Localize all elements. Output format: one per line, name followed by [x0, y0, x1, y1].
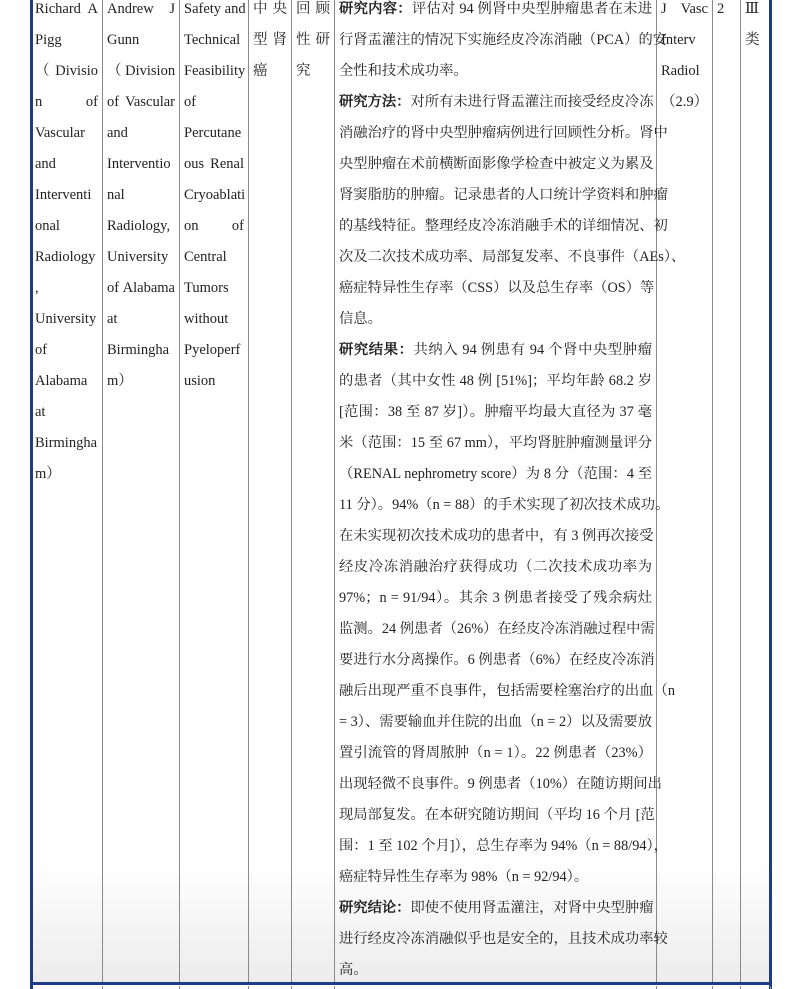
- cell-text-line: Gunn: [107, 32, 140, 48]
- abstract-text: 在未实现初次技术成功的患者中，有 3 例再次接受: [339, 528, 654, 544]
- cell-grade: [741, 0, 771, 983]
- abstract-line: [339, 211, 668, 242]
- cell-text-line: （ Division: [107, 63, 176, 79]
- abstract-line: [339, 645, 655, 676]
- cell-journal: [657, 0, 713, 983]
- abstract-text: 融后出现严重不良事件，包括需要栓塞治疗的出血（n: [339, 683, 675, 699]
- cell-text-line: 类: [745, 32, 760, 48]
- abstract-text: 消融治疗的肾中央型肿瘤病例进行回顾性分析。肾中: [339, 125, 668, 141]
- cell-text-line: of Vascular: [107, 94, 175, 110]
- cell-text-line: Birmingha: [107, 342, 170, 358]
- abstract-text: [范围：38 至 87 岁]）。肿瘤平均最大直径为 37 毫: [339, 404, 652, 420]
- abstract-line: [339, 0, 652, 25]
- cell-text-line: 回顾: [296, 1, 330, 17]
- abstract-line: [339, 676, 675, 707]
- cell-text-line: Interventio: [107, 156, 171, 172]
- table-left-border: [30, 0, 33, 989]
- cell-corresponding-author: [103, 0, 180, 983]
- abstract-text: 高。: [339, 962, 368, 978]
- abstract-line: [339, 583, 652, 614]
- cell-text-line: at: [35, 404, 46, 420]
- cell-text-line: Cryoablati: [184, 187, 246, 203]
- abstract-line: [339, 149, 652, 180]
- abstract-line: [339, 180, 668, 211]
- cell-text-line: Pigg: [35, 32, 62, 48]
- cell-text-line: Interventi: [35, 187, 92, 203]
- cell-text-line: without: [184, 311, 229, 327]
- cell-text-line: （2.9）: [661, 94, 709, 110]
- cell-text-line: and: [35, 156, 56, 172]
- cell-text-line: 中央: [253, 1, 287, 17]
- abstract-text: 要进行水分离操作。6 例患者（6%）在经皮冷冻消: [339, 652, 655, 668]
- abstract-line: [339, 490, 670, 521]
- cell-text-line: Birmingha: [35, 435, 98, 451]
- cell-text-line: Central: [184, 249, 227, 265]
- cell-title: [180, 0, 249, 983]
- cell-text-line: of: [35, 342, 48, 358]
- table-right-border: [769, 0, 772, 989]
- cell-text-line: Tumors: [184, 280, 229, 296]
- cell-text-line: nal: [107, 187, 125, 203]
- abstract-text: 评估对 94 例肾中央型肿瘤患者在未进: [411, 1, 652, 17]
- abstract-text: 置引流管的肾周脓肿（n = 1）。22 例患者（23%）: [339, 745, 652, 761]
- cell-text-line: usion: [184, 373, 216, 389]
- cell-text-line: Radiology: [35, 249, 96, 265]
- cell-text-line: 究: [296, 63, 311, 79]
- cell-text-line: 2: [717, 1, 725, 17]
- abstract-text: 全性和技术成功率。: [339, 63, 468, 79]
- abstract-line: [339, 25, 668, 56]
- abstract-line: [339, 521, 652, 552]
- cell-text-line: Ⅲ: [745, 1, 759, 17]
- abstract-line: [339, 769, 662, 800]
- cell-text-line: m）: [107, 373, 133, 389]
- abstract-text: 米（范围：15 至 67 mm），平均肾脏肿瘤测量评分: [339, 435, 652, 451]
- abstract-line: [339, 242, 686, 273]
- abstract-text: 即使不使用肾盂灌注，对肾中央型肿瘤: [410, 900, 654, 916]
- abstract-text: （RENAL nephrometry score）为 8 分（范围：4 至: [339, 466, 652, 482]
- abstract-text: 行肾盂灌注的情况下实施经皮冷冻消融（PCA）的安: [339, 32, 668, 48]
- cell-text-line: at: [107, 311, 118, 327]
- abstract-line: [339, 366, 652, 397]
- abstract-line: [339, 428, 652, 459]
- abstract-text: 进行经皮冷冻消融似乎也是安全的，且技术成功率较: [339, 931, 668, 947]
- abstract-line: [339, 56, 652, 87]
- cell-text-line: University: [107, 249, 169, 265]
- abstract-line: [339, 614, 655, 645]
- cell-text-line: ous Renal: [184, 156, 244, 172]
- abstract-line: [339, 273, 655, 304]
- abstract-section-label: 研究内容：: [339, 1, 412, 17]
- abstract-text: 出现轻微不良事件。9 例患者（10%）在随访期间出: [339, 776, 662, 792]
- abstract-text: 围：1 至 102 个月]），总生存率为 94%（n = 88/94），: [339, 838, 668, 854]
- cell-text-line: Radiology,: [107, 218, 171, 234]
- cell-text-line: Pyeloperf: [184, 342, 241, 358]
- abstract-line: [339, 397, 652, 428]
- cell-text-line: m）: [35, 466, 61, 482]
- abstract-text: 11 分）。94%（n = 88）的手术实现了初次技术成功。: [339, 497, 670, 513]
- cell-text-line: Radiol: [661, 63, 700, 79]
- cell-text-line: on of: [184, 218, 244, 234]
- abstract-text: 次及二次技术成功率、局部复发率、不良事件（AEs）、: [339, 249, 686, 265]
- abstract-text: 的患者（其中女性 48 例 [51%]；平均年龄 68.2 岁: [339, 373, 652, 389]
- abstract-line: [339, 924, 668, 955]
- abstract-line: [339, 459, 652, 490]
- abstract-text: = 3）、需要输血并住院的出血（n = 2）以及需要放: [339, 714, 652, 730]
- cell-text-line: Andrew J: [107, 1, 175, 17]
- abstract-line: [339, 118, 668, 149]
- cell-text-line: Percutane: [184, 125, 242, 141]
- cell-text-line: Feasibility: [184, 63, 246, 79]
- row-bottom-border: [30, 982, 772, 985]
- cell-disease: [249, 0, 292, 983]
- cell-first-author: [31, 0, 103, 983]
- abstract-section-label: 研究方法：: [339, 94, 411, 110]
- abstract-text: 癌症特异性生存率为 98%（n = 92/94）。: [339, 869, 589, 885]
- cell-text-line: 型肾: [253, 32, 287, 48]
- abstract-text: 共纳入 94 例患有 94 个肾中央型肿瘤: [413, 342, 653, 358]
- cell-text-line: Safety and: [184, 1, 246, 17]
- cell-text-line: Richard A: [35, 1, 98, 17]
- cell-text-line: Interv: [661, 32, 696, 48]
- abstract-section-label: 研究结果：: [339, 342, 414, 358]
- abstract-text: 97%；n = 91/94）。其余 3 例患者接受了残余病灶: [339, 590, 652, 606]
- abstract-text: 现局部复发。在本研究随访期间（平均 16 个月 [范: [339, 807, 655, 823]
- cell-text-line: （ Divisio: [35, 63, 98, 79]
- cell-text-line: 性研: [296, 32, 330, 48]
- abstract-line: [339, 800, 655, 831]
- abstract-text: 的基线特征。整理经皮冷冻消融手术的详细情况、初: [339, 218, 668, 234]
- abstract-line: [339, 335, 652, 366]
- cell-text-line: onal: [35, 218, 60, 234]
- abstract-text: 对所有未进行肾盂灌注而接受经皮冷冻: [410, 94, 654, 110]
- cell-text-line: University: [35, 311, 97, 327]
- cell-text-line: n of: [35, 94, 98, 110]
- cell-text-line: and: [107, 125, 128, 141]
- abstract-line: [339, 87, 652, 118]
- abstract-text: 经皮冷冻消融治疗获得成功（二次技术成功率为: [339, 559, 652, 575]
- abstract-line: [339, 304, 652, 335]
- cell-text-line: of: [184, 94, 197, 110]
- abstract-line: [339, 738, 652, 769]
- cell-text-line: Alabama: [35, 373, 88, 389]
- abstract-text: 监测。24 例患者（26%）在经皮冷冻消融过程中需: [339, 621, 655, 637]
- abstract-text: 癌症特异性生存率（CSS）以及总生存率（OS）等: [339, 280, 655, 296]
- abstract-line: [339, 831, 668, 862]
- abstract-text: 肾窦脂肪的肿瘤。记录患者的人口统计学资料和肿瘤: [339, 187, 668, 203]
- cell-text-line: of Alabama: [107, 280, 175, 296]
- cell-count: [713, 0, 741, 983]
- cell-text-line: ,: [35, 280, 39, 296]
- abstract-line: [339, 552, 652, 583]
- abstract-section-label: 研究结论：: [339, 900, 411, 916]
- abstract-line: [339, 893, 652, 924]
- cell-study-type: [292, 0, 335, 983]
- cell-text-line: Technical: [184, 32, 241, 48]
- abstract-line: [339, 862, 652, 893]
- cell-text-line: J Vasc: [661, 1, 708, 17]
- abstract-line: [339, 707, 652, 738]
- abstract-text: 央型肿瘤在术前横断面影像学检查中被定义为累及: [339, 156, 654, 172]
- cell-text-line: 癌: [253, 63, 268, 79]
- abstract-text: 信息。: [339, 311, 382, 327]
- cell-text-line: Vascular: [35, 125, 85, 141]
